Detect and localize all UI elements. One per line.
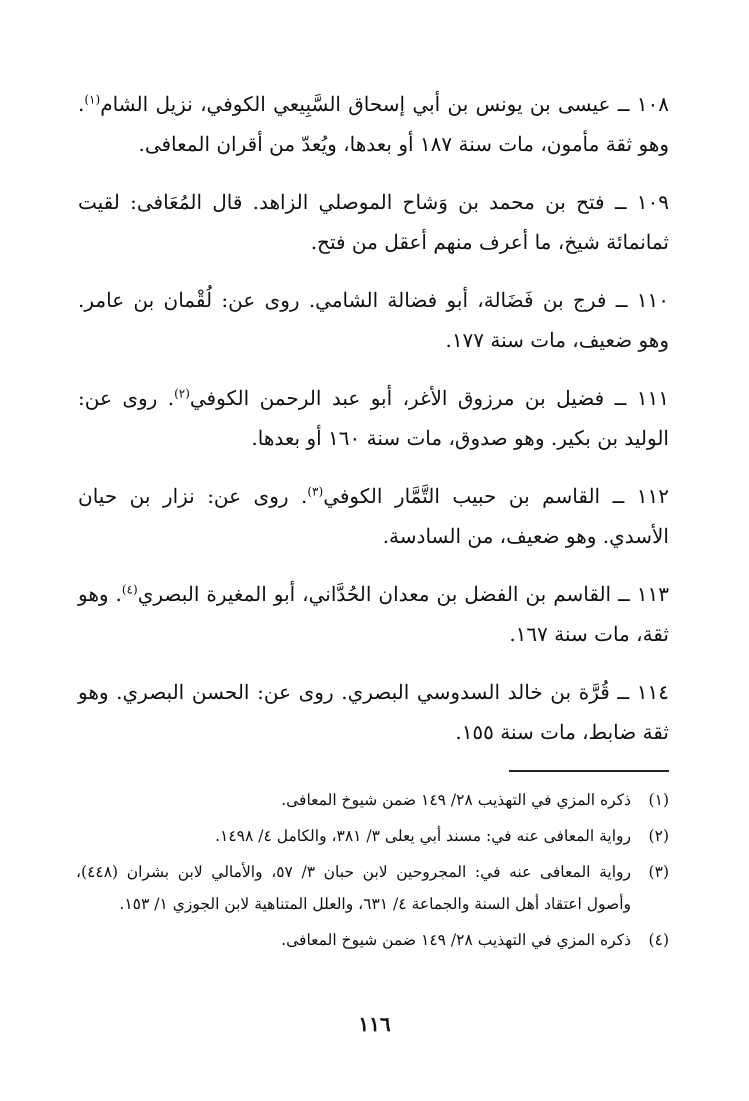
footnote-text: رواية المعافى عنه في: مسند أبي يعلى ٣/ ٣٨١، والكامل ٤/ ١٤٩٨. xyxy=(215,827,631,845)
footnote-mark: (١) xyxy=(648,791,669,809)
entry-109 xyxy=(78,182,669,262)
entry-text: ــ القاسم بن الفضل بن معدان الحُدَّاني، أبو المغيرة البصري xyxy=(137,582,630,606)
entry-text: ــ فرج بن فَضَالة، أبو فضالة الشامي. روى عن: لُقْمان بن عامر. وهو ضعيف، مات سنة ١٧٧. xyxy=(78,288,669,352)
entry-text-continued: . روى عن: نزار بن حيان الأسدي. وهو ضعيف، من السادسة. xyxy=(78,484,669,548)
footnotes xyxy=(76,784,669,960)
entry-number: ١١٣ xyxy=(636,582,669,606)
entry-text: ــ فتح بن محمد بن وَشاح الموصلي الزاهد. قال المُعَافى: لقيت ثمانمائة شيخ، ما أعرف منهم أعقل من فتح. xyxy=(78,190,669,254)
entry-number: ١١٠ xyxy=(636,288,669,312)
footnote-mark: (٣) xyxy=(648,863,669,881)
entry-number: ١١١ xyxy=(636,386,669,410)
footnote-3 xyxy=(76,856,669,920)
entry-110 xyxy=(78,280,669,360)
page-number: ١١٦ xyxy=(358,1012,391,1036)
entry-text-continued: . روى عن: الوليد بن بكير. وهو صدوق، مات سنة ١٦٠ أو بعدها. xyxy=(78,386,669,450)
footnote-mark: (٢) xyxy=(648,827,669,845)
entry-113 xyxy=(78,574,669,654)
entry-text: ــ عيسى بن يونس بن أبي إسحاق السَّبِيعي الكوفي، نزيل الشام xyxy=(100,92,630,116)
footnote-text: ذكره المزي في التهذيب ٢٨/ ١٤٩ ضمن شيوخ المعافى. xyxy=(281,791,631,809)
entry-number: ١٠٩ xyxy=(636,190,669,214)
footnote-separator xyxy=(509,770,669,772)
entry-text-continued: . وهو ثقة مأمون، مات سنة ١٨٧ أو بعدها، ويُعدّ من أقران المعافى. xyxy=(78,92,669,156)
entry-text: ــ قُرَّة بن خالد السدوسي البصري. روى عن: الحسن البصري. وهو ثقة ضابط، مات سنة ١٥٥. xyxy=(78,680,669,744)
footnote-2 xyxy=(76,820,669,852)
footnote-text: ذكره المزي في التهذيب ٢٨/ ١٤٩ ضمن شيوخ المعافى. xyxy=(281,931,631,949)
entry-108 xyxy=(78,84,669,164)
footnote-text: رواية المعافى عنه في: المجروحين لابن حبان ٣/ ٥٧، والأمالي لابن بشران (٤٤٨)، وأصول اعتقاد أهل السنة والجماعة ٤/ ٦٣١، والعلل المتناهية لابن الجوزي ١/ ١٥٣. xyxy=(76,863,631,913)
footnote-ref[interactable]: (١) xyxy=(84,92,101,107)
entry-number: ١٠٨ xyxy=(636,92,670,116)
entry-text-continued: . وهو ثقة، مات سنة ١٦٧. xyxy=(78,582,669,646)
footnote-ref[interactable]: (٤) xyxy=(121,582,138,597)
entry-text: ــ القاسم بن حبيب التَّمَّار الكوفي xyxy=(323,484,625,508)
footnote-4 xyxy=(76,924,669,956)
footnote-mark: (٤) xyxy=(648,931,669,949)
biography-entries xyxy=(78,84,669,770)
footnote-ref[interactable]: (٢) xyxy=(174,386,190,401)
entry-114 xyxy=(78,672,669,752)
entry-number: ١١٢ xyxy=(636,484,669,508)
footnote-1 xyxy=(76,784,669,816)
entry-number: ١١٤ xyxy=(636,680,669,704)
footnote-ref[interactable]: (٣) xyxy=(307,484,324,499)
entry-text: ــ فضيل بن مرزوق الأغر، أبو عبد الرحمن الكوفي xyxy=(189,386,627,410)
entry-112 xyxy=(78,476,669,556)
entry-111 xyxy=(78,378,669,458)
